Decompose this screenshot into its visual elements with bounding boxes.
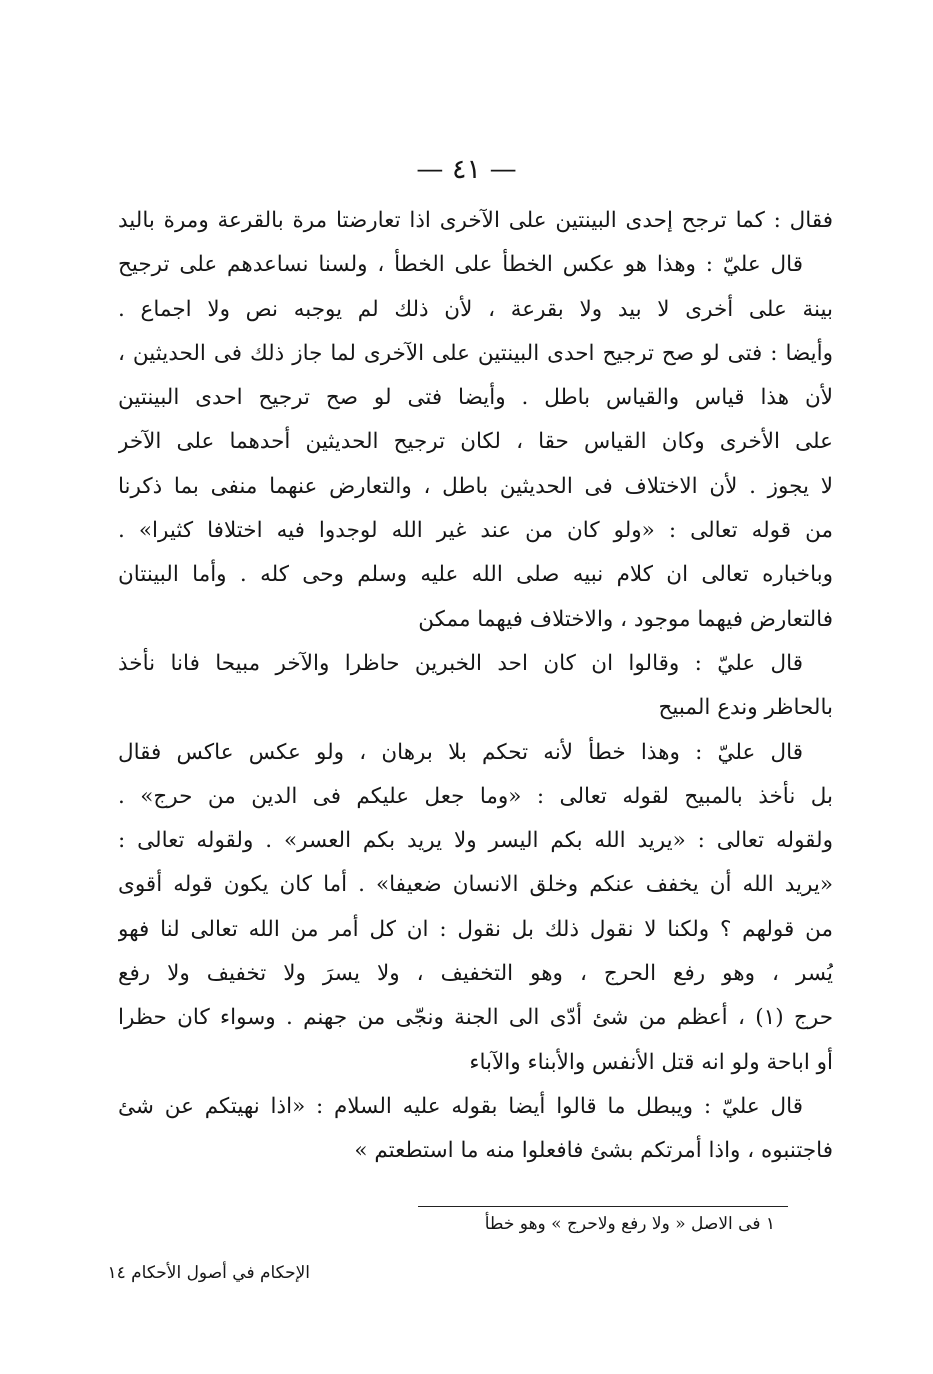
text-line: قال عليّ : ويبطل ما قالوا أيضا بقوله عليه السلام : «اذا نهيتكم عن شئ	[118, 1093, 803, 1119]
footnote-divider	[418, 1206, 788, 1207]
text-line: فقال : كما ترجح إحدى البينتين على الآخرى اذا تعارضتا مرة بالقرعة ومرة باليد	[118, 208, 833, 233]
text-line: على الأخرى وكان القياس حقا ، لكان ترجيح الحديثين أحدهما على الآخر	[118, 429, 833, 455]
text-line: فاجتنبوه ، واذا أمرتكم بشئ فافعلوا منه ما استطعتم »	[354, 1138, 833, 1164]
text-line: بينة على أخرى لا بيد ولا بقرعة ، لأن ذلك لم يوجبه نص ولا اجماع .	[118, 296, 833, 322]
page-number: — ٤١ —	[416, 154, 517, 185]
book-signature-mark: الإحكام في أصول الأحكام ١٤	[107, 1263, 310, 1283]
body-text	[118, 199, 833, 1174]
text-line: ولقوله تعالى : «يريد الله بكم اليسر ولا يريد بكم العسر» . ولقوله تعالى :	[118, 828, 833, 854]
text-line: وباخباره تعالى ان كلام نبيه صلى الله عليه وسلم وحى كله . وأما البينتان	[118, 562, 833, 588]
text-line: «يريد الله أن يخفف عنكم وخلق الانسان ضعيفا» . أما كان يكون قوله أقوى	[118, 872, 833, 898]
text-line: يُسر ، وهو رفع الحرج ، وهو التخفيف ، ولا يسرَ ولا تخفيف ولا رفع	[118, 961, 833, 987]
text-line: لأن هذا قياس والقياس باطل . وأيضا فتى لو صح ترجيح احدى البينتين	[118, 385, 833, 411]
text-line: من قولهم ؟ ولكنا لا نقول ذلك بل نقول : ان كل أمر من الله تعالى لنا فهو	[118, 916, 833, 942]
footnote: ١ فى الاصل « ولا رفع ولاحرج » وهو خطأ	[484, 1214, 775, 1234]
text-line: لا يجوز . لأن الاختلاف فى الحديثين باطل ، والتعارض عنهما منفى بما ذكرنا	[118, 473, 833, 499]
text-line: فالتعارض فيهما موجود ، والاختلاف فيهما ممكن	[418, 606, 833, 632]
text-line: بالحاظر وندع المبيح	[658, 695, 833, 721]
text-line: حرج (١) ، أعظم من شئ أدّى الى الجنة ونجّى من جهنم . وسواء كان حظرا	[118, 1005, 833, 1031]
text-line: من قوله تعالى : «ولو كان من عند غير الله لوجدوا فيه اختلافا كثيرا» .	[118, 518, 833, 544]
text-line: قال عليّ : وهذا خطأ لأنه تحكم بلا برهان ، ولو عكس عاكس فقال	[118, 739, 803, 765]
text-line: قال عليّ : وقالوا ان كان احد الخبرين حاظرا والآخر مبيحا فانا نأخذ	[118, 650, 803, 676]
text-line: بل نأخذ بالمبيح لقوله تعالى : «وما جعل عليكم فى الدين من حرج» .	[118, 783, 833, 809]
text-line: أو اباحة ولو انه قتل الأنفس والأبناء والآباء	[469, 1049, 833, 1075]
text-line: وأيضا : فتى لو صح ترجيح احدى البينتين على الآخرى لما جاز ذلك فى الحديثين ،	[118, 340, 833, 366]
text-line: قال عليّ : وهذا هو عكس الخطأ على الخطأ ، ولسنا نساعدهم على ترجيح	[118, 252, 803, 278]
